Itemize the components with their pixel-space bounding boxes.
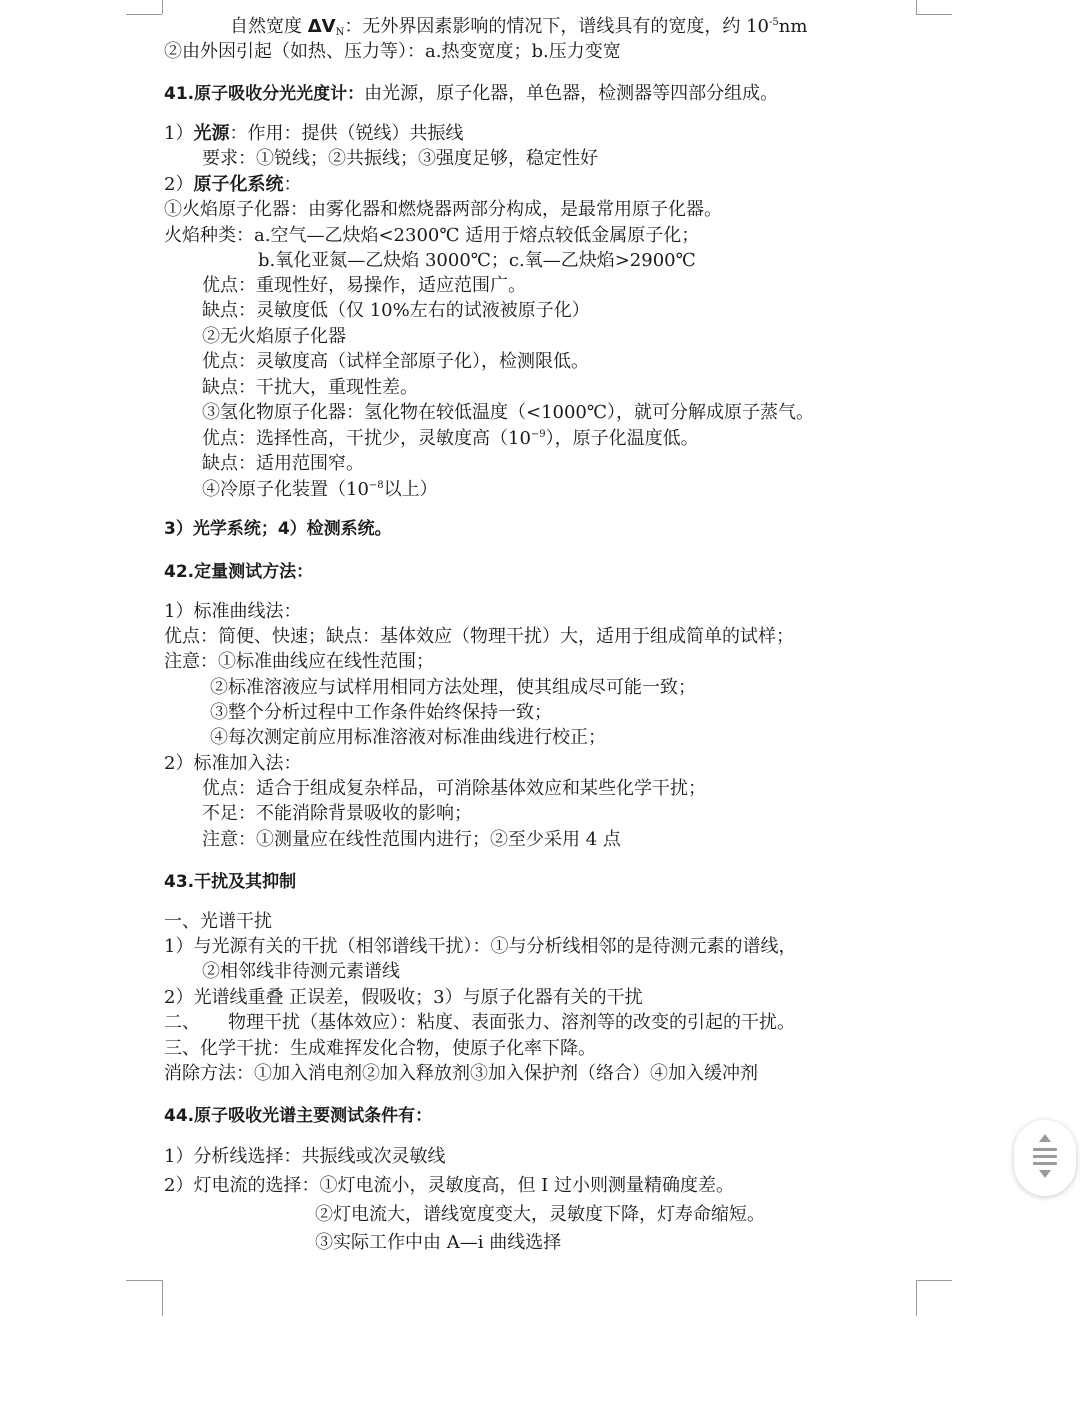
spectral-interference-line: 一、光谱干扰 [164,911,272,932]
crop-mark-bottom-left [162,1280,163,1316]
flameless-cons-line: 缺点：干扰大，重现性差。 [202,377,418,398]
flameless-line: ②无火焰原子化器 [202,326,346,347]
scroll-position-button[interactable] [1014,1120,1076,1196]
crop-mark-top-right [916,0,917,14]
light-source-requirements: 要求：①锐线；②共振线；③强度足够，稳定性好 [202,148,598,169]
crop-mark-bottom-left-h [126,1280,162,1281]
lamp-current-line: 2）灯电流的选择：①灯电流小，灵敏度高，但 I 过小则测量精确度差。 [164,1175,735,1196]
source-related-line: 1）与光源有关的干扰（相邻谱线干扰）：①与分析线相邻的是待测元素的谱线， [164,936,797,957]
hydride-cons-line: 缺点：适用范围窄。 [202,453,364,474]
chemical-interference-line: 三、化学干扰：生成难挥发化合物，使原子化率下降。 [164,1038,596,1059]
std-add-note-line: 注意：①测量应在线性范围内进行；②至少采用 4 点 [202,829,621,850]
std-add-line: 2）标准加入法： [164,753,302,774]
crop-mark-top-left-h [126,14,162,15]
light-source-line: 1）光源：作用：提供（锐线）共振线 [164,123,464,144]
elimination-line: 消除方法：①加入消电剂②加入释放剂③加入保护剂（络合）④加入缓冲剂 [164,1063,758,1084]
flame-pros-line: 优点：重现性好，易操作，适应范围广。 [202,275,526,296]
std-curve-line: 1）标准曲线法： [164,601,302,622]
section-43-heading: 43.干扰及其抑制 [164,872,297,892]
optical-detection-line: 3）光学系统；4）检测系统。 [164,519,392,539]
external-causes-line: ②由外因引起（如热、压力等）：a.热变宽度；b.压力变宽 [164,41,621,62]
flameless-pros-line: 优点：灵敏度高（试样全部原子化），检测限低。 [202,351,589,372]
crop-mark-top-left [162,0,163,14]
overlap-line: 2）光谱线重叠 正误差，假吸收；3）与原子化器有关的干扰 [164,987,643,1008]
lamp-high-line: ②灯电流大，谱线宽度变大，灵敏度下降，灯寿命缩短。 [315,1204,765,1225]
std-curve-pros-line: 优点：简便、快速；缺点：基体效应（物理干扰）大，适用于组成简单的试样； [164,626,794,647]
flame-atomizer-line: ①火焰原子化器：由雾化器和燃烧器两部分构成，是最常用原子化器。 [164,199,722,220]
lamp-curve-line: ③实际工作中由 A—i 曲线选择 [315,1232,562,1253]
hydride-pros-line: 优点：选择性高，干扰少，灵敏度高$(10^{-9})$，原子化温度低。 [202,428,699,449]
flame-types-a-line: 火焰种类：a.空气—乙炔焰<2300℃ 适用于熔点较低金属原子化； [164,225,700,246]
natural-width-line: 自然宽度 $\Delta V_N$：无外界因素影响的情况下，谱线具有的宽度，约 $10^{-5}nm$ [230,16,808,38]
natural-width-symbol: ΔV [307,16,336,37]
flame-types-bc-line: b.氧化亚氮—乙炔焰 3000℃；c.氧—乙炔焰>2900℃ [258,250,696,271]
section-41-heading: 41.原子吸收分光光度计：由光源，原子化器，单色器，检测器等四部分组成。 [164,83,779,104]
flame-cons-line: 缺点：灵敏度低（仅 10%左右的试液被原子化） [202,300,590,321]
crop-mark-bottom-right [916,1280,917,1316]
std-add-cons-line: 不足：不能消除背景吸收的影响； [202,803,472,824]
crop-mark-top-right-h [916,14,952,15]
hydride-line: ③氢化物原子化器：氢化物在较低温度（<1000℃），就可分解成原子蒸气。 [202,402,815,423]
adjacent-line-line: ②相邻线非待测元素谱线 [202,961,400,982]
atomizer-line: 2）原子化系统： [164,174,302,195]
cold-atomizer-line: ④冷原子化装置（$10^{-8}$以上） [202,479,438,500]
crop-mark-bottom-right-h [916,1280,952,1281]
arrow-up-icon [1039,1134,1051,1142]
std-add-pros-line: 优点：适合于组成复杂样品，可消除基体效应和某些化学干扰； [202,778,706,799]
arrow-down-icon [1039,1170,1051,1178]
note-4-line: ④每次测定前应用标准溶液对标准曲线进行校正； [210,727,606,748]
note-3-line: ③整个分析过程中工作条件始终保持一致； [210,702,552,723]
line-selection-line: 1）分析线选择：共振线或次灵敏线 [164,1146,446,1167]
section-42-heading: 42.定量测试方法： [164,562,314,582]
section-44-heading: 44.原子吸收光谱主要测试条件有： [164,1106,433,1126]
note-2-line: ②标准溶液应与试样用相同方法处理，使其组成尽可能一致； [210,677,696,698]
physical-interference-line: 二、 物理干扰（基体效应）：粘度、表面张力、溶剂等的改变的引起的干扰。 [164,1012,795,1033]
note-1-line: 注意：①标准曲线应在线性范围； [164,651,434,672]
